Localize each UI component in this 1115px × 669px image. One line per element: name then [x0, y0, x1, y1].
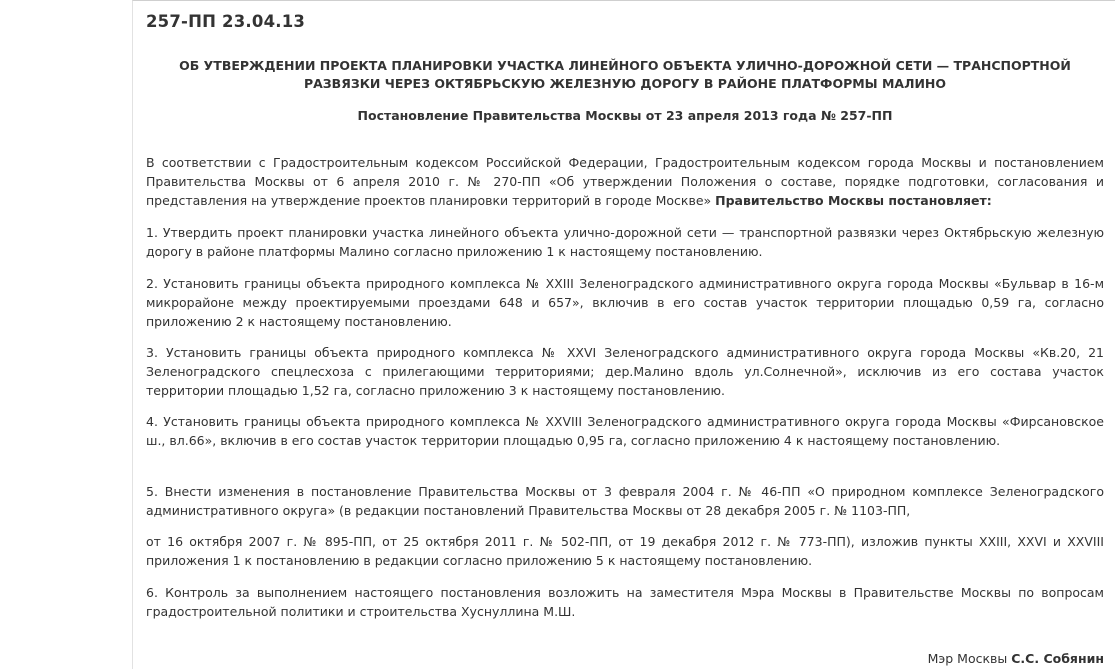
item-paragraph-3: 3. Установить границы объекта природного комплекса № XXVI Зеленоградского административного округа города Москвы «Кв.20, 21 Зеленоградского спецлесхоза с прилегающими территориями; дер.Малино вдоль ул.Солнечной», исключив из его состава участок территории площадью 1,52 га, согласно приложению 3 к настоящему постановлению. [146, 345, 1104, 398]
signature-name: С.С. Собянин [1011, 651, 1104, 666]
document-subheading: Постановление Правительства Москвы от 23 апреля 2013 года № 257-ПП [357, 108, 893, 123]
preamble-bold-text: Правительство Москвы постановляет: [715, 193, 992, 208]
item-paragraph-2: 2. Установить границы объекта природного комплекса № XXIII Зеленоградского административного округа города Москвы «Бульвар в 16-м микрорайоне между проектируемыми проездами 648 и 657», включив в его состав участок территории площадью 0,59 га, согласно приложению 2 к настоящему постановлению. [146, 276, 1104, 329]
preamble-paragraph [146, 153, 1104, 210]
item-paragraph-4: 4. Установить границы объекта природного комплекса № XXVIII Зеленоградского административного округа города Москвы «Фирсановское ш., вл.66», включив в его состав участок территории площадью 0,95 га, согласно приложению 4 к настоящему постановлению. [146, 414, 1104, 448]
signature-role: Мэр Москвы [927, 651, 1008, 666]
document-heading: ОБ УТВЕРЖДЕНИИ ПРОЕКТА ПЛАНИРОВКИ УЧАСТКА ЛИНЕЙНОГО ОБЪЕКТА УЛИЧНО-ДОРОЖНОЙ СЕТИ — ТРАНСПОРТНОЙ РАЗВЯЗКИ ЧЕРЕЗ ОКТЯБРЬСКУЮ ЖЕЛЕЗНУЮ ДОРОГУ В РАЙОНЕ ПЛАТФОРМЫ МАЛИНО [179, 58, 1071, 91]
item-paragraph-6: 6. Контроль за выполнением настоящего постановления возложить на заместителя Мэра Москвы в Правительстве Москвы по вопросам градостроительной политики и строительства Хуснуллина М.Ш. [146, 585, 1104, 619]
document-number-title: 257-ПП 23.04.13 [146, 12, 306, 31]
item-paragraph-5-continued: от 16 октября 2007 г. № 895-ПП, от 25 октября 2011 г. № 502-ПП, от 19 декабря 2012 г. № 773-ПП), изложив пункты XXIII, XXVI и XXVIII приложения 1 к постановлению в редакции согласно приложению 5 к настоящему постановлению. [146, 534, 1104, 568]
preamble-text: В соответствии с Градостроительным кодексом Российской Федерации, Градостроительным кодексом города Москвы и постановлением Правительства Москвы от 6 апреля 2010 г. № 270-ПП «Об утверждении Положения о составе, порядке подготовки, согласования и представления на утверждение проектов планировки территорий в городе Москве» [146, 155, 1104, 208]
item-paragraph-5: 5. Внести изменения в постановление Правительства Москвы от 3 февраля 2004 г. № 46-ПП «О природном комплексе Зеленоградского административного округа» (в редакции постановлений Правительства Москвы от 28 декабря 2005 г. № 1103-ПП, [146, 484, 1104, 518]
signature-line [928, 649, 1104, 668]
item-paragraph-1: 1. Утвердить проект планировки участка линейного объекта улично-дорожной сети — транспортной развязки через Октябрьскую железную дорогу в районе платформы Малино согласно приложению 1 к настоящему постановлению. [146, 225, 1104, 259]
